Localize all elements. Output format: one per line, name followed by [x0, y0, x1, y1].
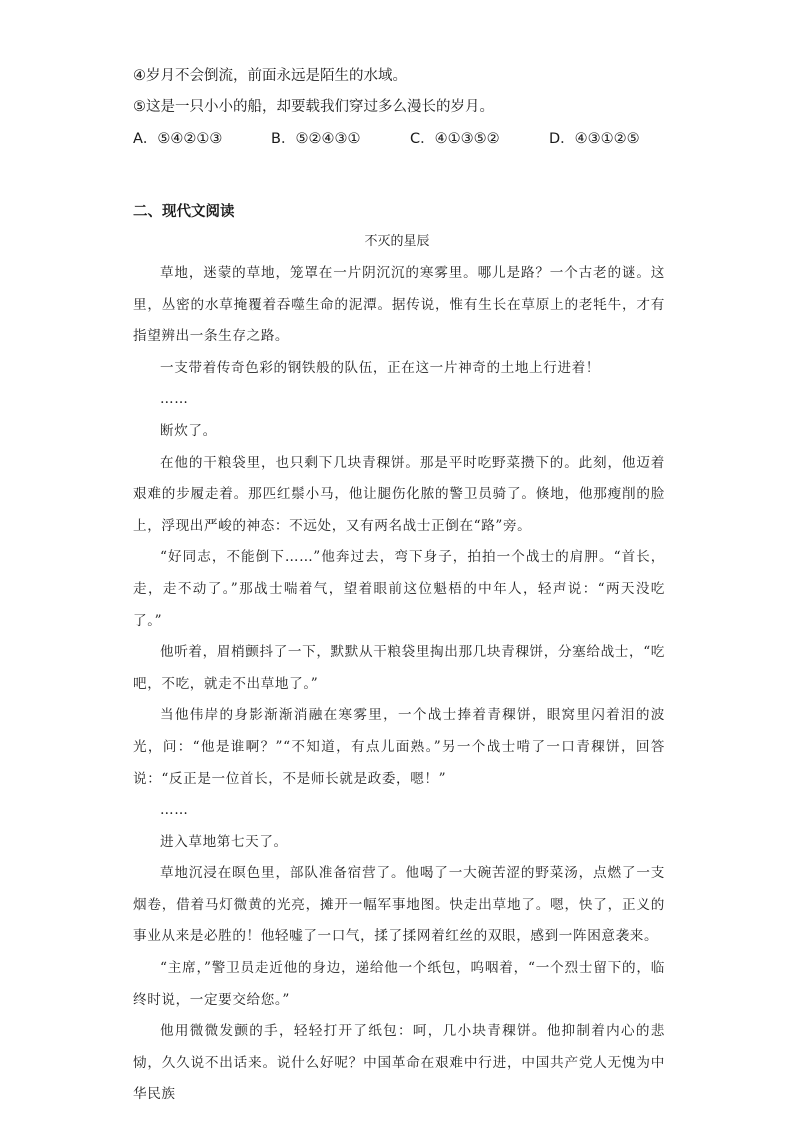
section-title: 二、现代文阅读: [133, 204, 235, 220]
paragraph: “主席，”警卫员走近他的身边，递给他一个纸包，呜咽着，“一个烈士留下的，临终时说，一定要交给您。”: [133, 960, 665, 1008]
paragraph: 草地沉浸在暝色里，部队准备宿营了。他喝了一大碗苦涩的野菜汤，点燃了一支烟卷，借着马灯微黄的光亮，摊开一幅军事地图。快走出草地了。嗯，快了，正义的事业从来是必胜的！他轻嘘了一口气，揉了揉网着红丝的双眼，感到一阵困意袭来。: [133, 865, 665, 945]
option-c: C．④①③⑤②: [410, 131, 500, 147]
article-body: [133, 258, 665, 1111]
paragraph: 一支带着传奇色彩的钢铁般的队伍，正在这一片神奇的土地上行进着！: [160, 359, 601, 376]
option-a: A．⑤④②①③: [133, 131, 223, 147]
paragraph: 当他伟岸的身影渐渐消融在寒雾里，一个战士捧着青稞饼，眼窝里闪着泪的波光，问：“他是谁啊？”“不知道，有点儿面熟。”另一个战士啃了一口青稞饼，回答说：“反正是一位首长，不是师长就是政委，嗯！”: [133, 707, 665, 787]
paragraph: 在他的干粮袋里，也只剩下几块青稞饼。那是平时吃野菜攒下的。此刻，他迈着艰难的步履走着。那匹红鬃小马，他让腿伤化脓的警卫员骑了。倏地，他那瘦削的脸上，浮现出严峻的神态：不远处，又有两名战士正倒在“路”旁。: [133, 454, 665, 534]
paragraph: ……: [160, 391, 189, 408]
paragraph: 进入草地第七天了。: [160, 833, 288, 850]
option-d: D．④③①②⑤: [549, 131, 640, 147]
paragraph: 他听着，眉梢颤抖了一下，默默从干粮袋里掏出那几块青稞饼，分塞给战士，“吃吧，不吃，就走不出草地了。”: [133, 644, 665, 692]
paragraph: “好同志，不能倒下……”他奔过去，弯下身子，拍拍一个战士的肩胛。“首长，走，走不动了。”那战士喘着气，望着眼前这位魁梧的中年人，轻声说：“两天没吃了。”: [133, 549, 665, 629]
answer-options: [133, 129, 640, 149]
question-line-5: ⑤这是一只小小的船，却要载我们穿过多么漫长的岁月。: [133, 99, 494, 115]
question-line-4: ④岁月不会倒流，前面永远是陌生的水域。: [133, 68, 407, 84]
paragraph: 草地，迷蒙的草地，笼罩在一片阴沉沉的寒雾里。哪儿是路？一个古老的谜。这里，丛密的水草掩覆着吞噬生命的泥潭。据传说，惟有生长在草原上的老牦牛，才有指望辨出一条生存之路。: [133, 265, 665, 345]
paragraph: 断炊了。: [160, 422, 217, 439]
paragraph: ……: [160, 802, 189, 819]
option-b: B．⑤②④③①: [271, 131, 361, 147]
paragraph: 他用微微发颤的手，轻轻打开了纸包：呵，几小块青稞饼。他抑制着内心的悲恸，久久说不出话来。说什么好呢？中国革命在艰难中行进，中国共产党人无愧为中华民族: [133, 1023, 665, 1103]
article-title: 不灭的星辰: [364, 234, 430, 249]
